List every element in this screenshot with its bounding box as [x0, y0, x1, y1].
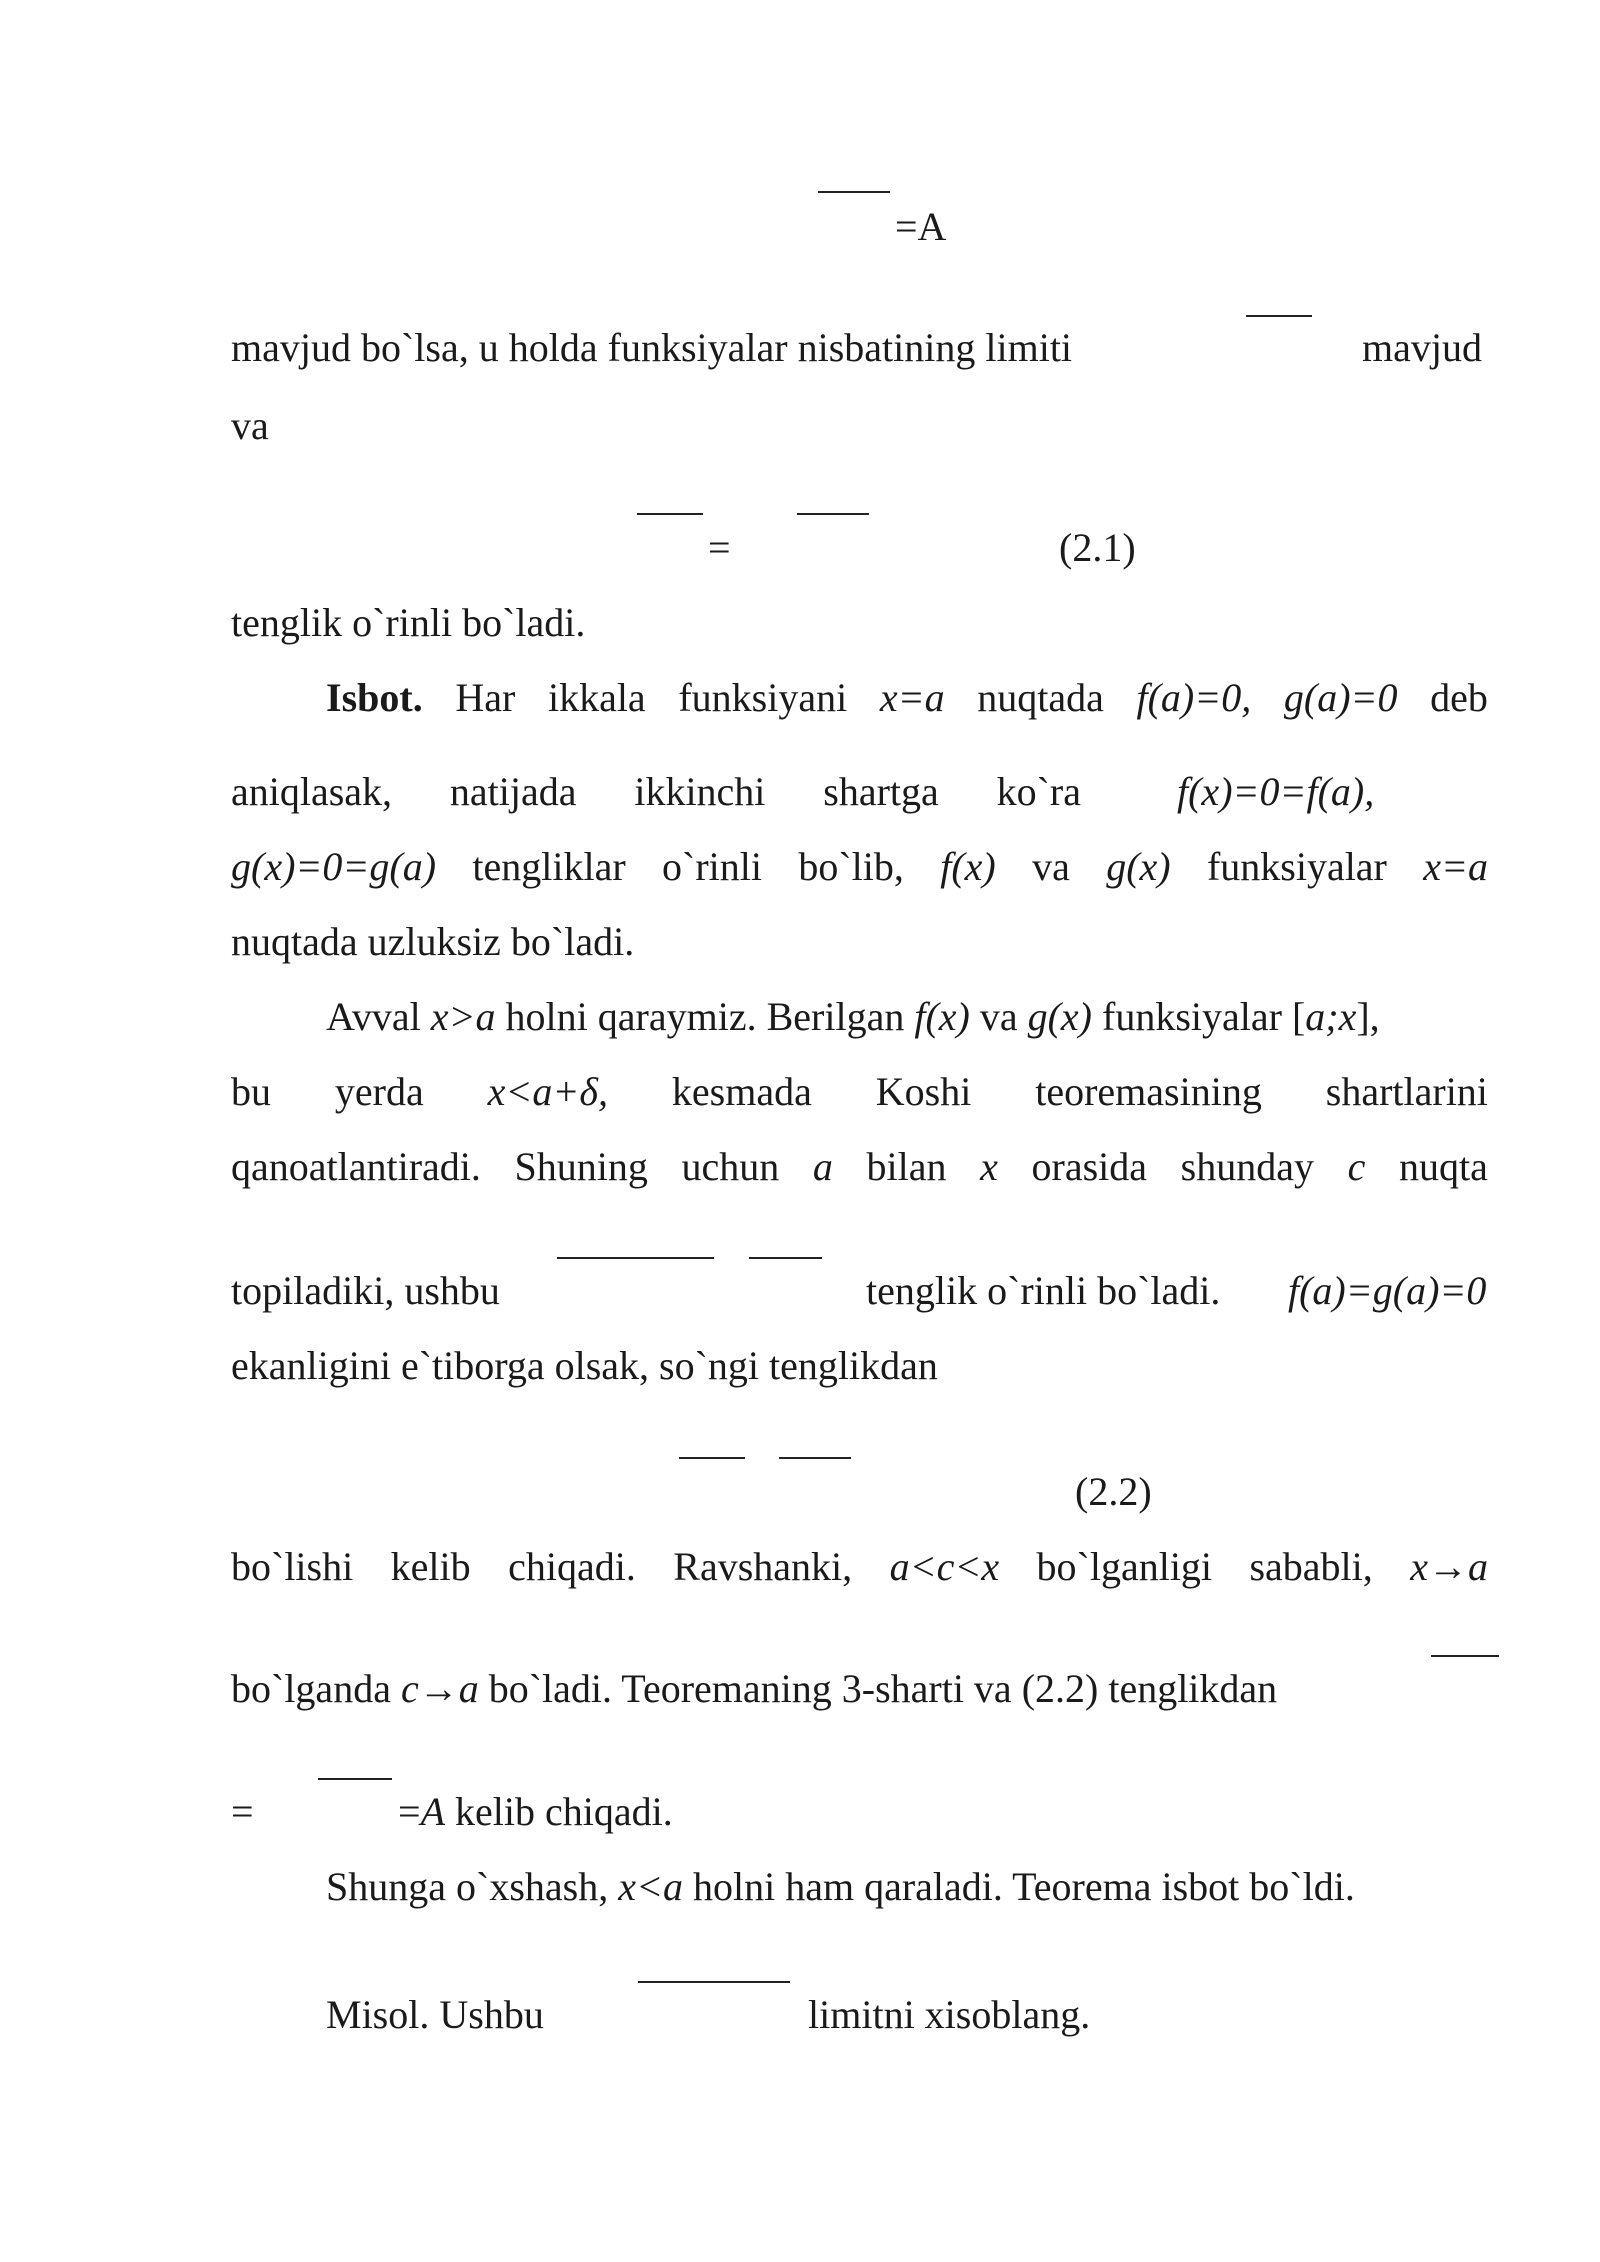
text-line: bu yerda x<a+δ, kesmada Koshi teoremasining shartlarini	[231, 1069, 1488, 1114]
example-label: Misol. Ushbu	[326, 1992, 544, 2037]
text-line	[231, 844, 1488, 889]
word: nuqtada	[977, 675, 1104, 720]
equation-number: (2.2)	[1075, 1469, 1152, 1514]
equation-rhs: =A	[895, 204, 947, 249]
text-line	[231, 769, 1081, 814]
math: c	[1347, 1144, 1366, 1189]
text-line: ekanligini e`tiborga olsak, so`ngi tenglikdan	[231, 1343, 938, 1388]
math: x<a	[618, 1864, 683, 1909]
proof-label: Isbot.	[326, 675, 423, 720]
equals-sign: =	[231, 1789, 254, 1834]
word: u	[478, 325, 499, 370]
text-line: topiladiki, ushbu	[231, 1268, 500, 1313]
text-line: Avval x>a holni qaraymiz. Berilgan f(x) va g(x) funksiyalar [a;x],	[326, 994, 1380, 1039]
fraction-bar	[779, 1457, 851, 1459]
word: ikkinchi	[634, 769, 766, 814]
word: limiti	[985, 325, 1073, 370]
math: x	[980, 1144, 998, 1189]
math: f(a)=0,	[1136, 675, 1252, 720]
math: f(x)	[940, 844, 996, 889]
text-line: va	[231, 403, 269, 448]
text-line: tenglik o`rinli bo`ladi.	[866, 1268, 1221, 1313]
word: tengliklar	[472, 844, 626, 889]
word: holda	[508, 325, 598, 370]
equation-number: (2.1)	[1059, 525, 1136, 570]
text-line	[326, 675, 1488, 720]
math: x=a	[879, 675, 945, 720]
word: va	[1032, 844, 1070, 889]
fraction-bar	[1431, 1655, 1499, 1657]
fraction-bar	[638, 1981, 790, 1983]
word: deb	[1430, 675, 1488, 720]
math: f(x)=0=f(a),	[1177, 769, 1375, 814]
word: funksiyalar	[607, 325, 788, 370]
math: g(x)	[1027, 994, 1093, 1039]
word: shartga	[823, 769, 939, 814]
fraction-bar	[637, 513, 703, 515]
math: x→a	[1410, 1544, 1488, 1589]
math: c→a	[400, 1666, 479, 1711]
word: aniqlasak,	[231, 769, 393, 814]
text-line	[231, 325, 1073, 370]
text-line: qanoatlantiradi. Shuning uchun a bilan x orasida shunday c nuqta	[231, 1144, 1488, 1189]
word: bo`lsa,	[360, 325, 469, 370]
text-line: Shunga o`xshash, x<a holni ham qaraladi. Teorema isbot bo`ldi.	[326, 1864, 1355, 1909]
math: f(x)	[914, 994, 970, 1039]
math: a<c<x	[889, 1544, 1000, 1589]
text-line: nuqtada uzluksiz bo`ladi.	[231, 919, 635, 964]
math: g(x)	[1106, 844, 1171, 889]
math: x>a	[430, 994, 496, 1039]
math: a	[812, 1144, 833, 1189]
math: a;x	[1305, 994, 1357, 1039]
word: ko`ra	[996, 769, 1081, 814]
text-line: limitni xisoblang.	[808, 1992, 1091, 2037]
word: o`rinli	[662, 844, 762, 889]
word: mavjud	[1362, 325, 1482, 370]
math: x<a+δ,	[487, 1069, 608, 1114]
fraction-bar	[557, 1257, 714, 1259]
math: g(x)=0=g(a)	[231, 844, 437, 889]
math: x=a	[1423, 844, 1488, 889]
word: Har	[455, 675, 516, 720]
word: natijada	[449, 769, 577, 814]
fraction-bar	[679, 1457, 745, 1459]
math: g(a)=0	[1283, 675, 1398, 720]
math: f(a)=g(a)=0	[1288, 1268, 1487, 1313]
math: A	[420, 1789, 445, 1834]
word: mavjud	[231, 325, 351, 370]
equals-sign: =	[708, 525, 731, 570]
word: ikkala	[547, 675, 646, 720]
word: nisbatining	[797, 325, 976, 370]
text-line: =A kelib chiqadi.	[398, 1789, 673, 1834]
text-line: tenglik o`rinli bo`ladi.	[231, 600, 586, 645]
fraction-bar	[818, 191, 890, 193]
fraction-bar	[749, 1257, 822, 1259]
word: bo`lib,	[798, 844, 904, 889]
fraction-bar	[1246, 315, 1312, 317]
fraction-bar	[797, 513, 869, 515]
text-line: bo`lishi kelib chiqadi. Ravshanki, a<c<x bo`lganligi sababli, x→a	[231, 1544, 1488, 1589]
word: funksiyalar	[1206, 844, 1387, 889]
word: funksiyani	[678, 675, 848, 720]
fraction-bar	[318, 1778, 392, 1780]
text-line: bo`lganda c→a bo`ladi. Teoremaning 3-sharti va (2.2) tenglikdan	[231, 1666, 1278, 1711]
